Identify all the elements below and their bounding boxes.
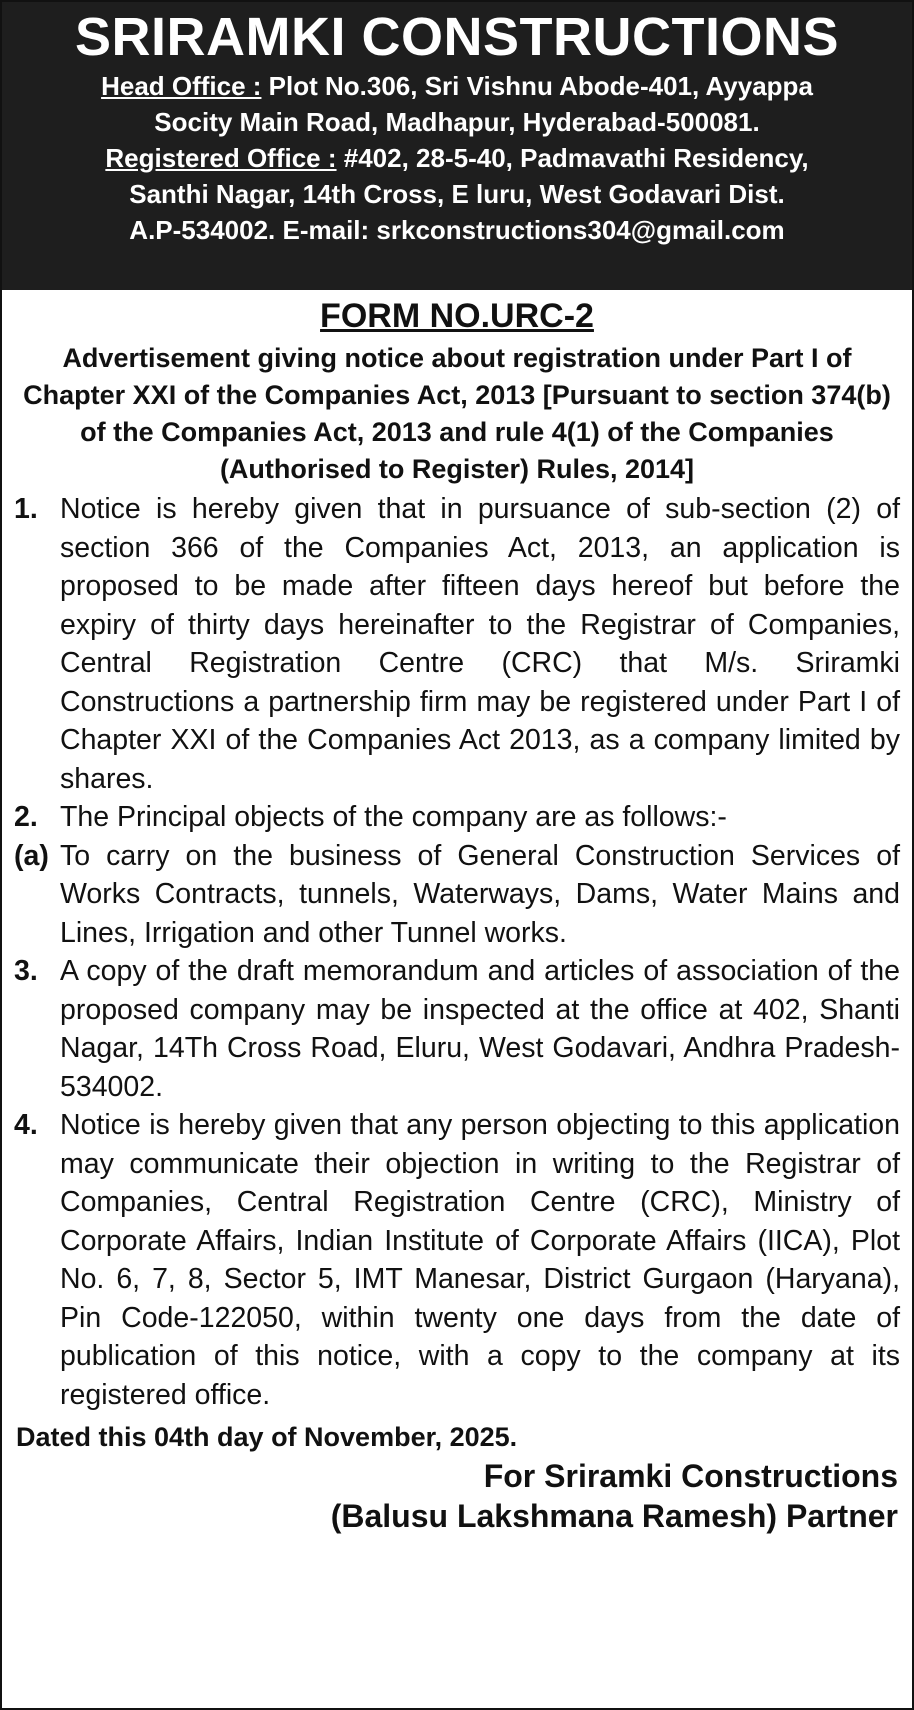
registered-office-line-1 <box>10 140 904 176</box>
list-item <box>14 490 900 798</box>
notice-items <box>2 490 912 1414</box>
item-text: To carry on the business of General Construction Services of Works Contracts, tunnels, Waterways, Dams, Water Mains and Lines, Irrigation and other Tunnel works. <box>60 839 900 949</box>
head-office-line-2: Socity Main Road, Madhapur, Hyderabad-500081. <box>154 107 760 137</box>
list-item <box>14 952 900 1106</box>
list-item <box>14 1106 900 1414</box>
dated-line: Dated this 04th day of November, 2025. <box>16 1422 518 1452</box>
registered-office-label: Registered Office : <box>105 143 337 173</box>
form-subtitle: Advertisement giving notice about registration under Part I of Chapter XXI of the Companies Act, 2013 [Pursuant to section 374(b) of the Companies Act, 2013 and rule 4(1) of the Companies (Authorised to Register) Rules, 2014] <box>23 343 891 484</box>
item-text: A copy of the draft memorandum and articles of association of the proposed company may be inspected at the office at 402, Shanti Nagar, 14Th Cross Road, Eluru, West Godavari, Andhra Pradesh-534002. <box>60 955 900 1103</box>
item-text: The Principal objects of the company are as follows:- <box>60 801 727 833</box>
item-text: Notice is hereby given that any person objecting to this application may communicate their objection in writing to the Registrar of Companies, Central Registration Centre (CRC), Ministry of Corporate Affairs, Indian Institute of Corporate Affairs (IICA), Plot No. 6, 7, 8, Sector 5, IMT Manesar, District Gurgaon (Haryana), Pin Code-122050, within twenty one days from the date of publication of this notice, with a copy to the company at its registered office. <box>60 1109 900 1411</box>
list-item <box>14 798 900 837</box>
item-number: (a) <box>14 839 49 872</box>
form-title-text: FORM NO.URC-2 <box>320 297 594 335</box>
company-name: SRIRAMKI CONSTRUCTIONS <box>75 7 839 67</box>
registered-office-address-1: #402, 28-5-40, Padmavathi Residency, <box>336 143 809 173</box>
head-office-address-1: Plot No.306, Sri Vishnu Abode-401, Ayyappa <box>261 71 813 101</box>
item-number: 1. <box>14 493 38 525</box>
registered-office-line-2: Santhi Nagar, 14th Cross, E luru, West Godavari Dist. <box>129 179 785 209</box>
item-number: 4. <box>14 1109 38 1141</box>
form-title <box>2 294 912 338</box>
for-company-line: For Sriramki Constructions <box>483 1458 898 1494</box>
head-office-label: Head Office : <box>101 71 262 101</box>
head-office-line-1 <box>10 68 904 104</box>
signatory-line: (Balusu Lakshmana Ramesh) Partner <box>330 1498 898 1534</box>
registered-office-line-3: A.P-534002. E-mail: srkconstructions304@gmail.com <box>129 215 785 245</box>
item-number: 2. <box>14 801 38 833</box>
company-header <box>2 2 912 290</box>
item-number: 3. <box>14 955 38 987</box>
list-item <box>14 837 900 953</box>
item-text: Notice is hereby given that in pursuance of sub-section (2) of section 366 of the Companies Act, 2013, an application is proposed to be made after fifteen days hereof but before the expiry of thirty days hereinafter to the Registrar of Companies, Central Registration Centre (CRC) that M/s. Sriramki Constructions a partnership firm may be registered under Part I of Chapter XXI of the Companies Act 2013, as a company limited by shares. <box>60 493 900 795</box>
